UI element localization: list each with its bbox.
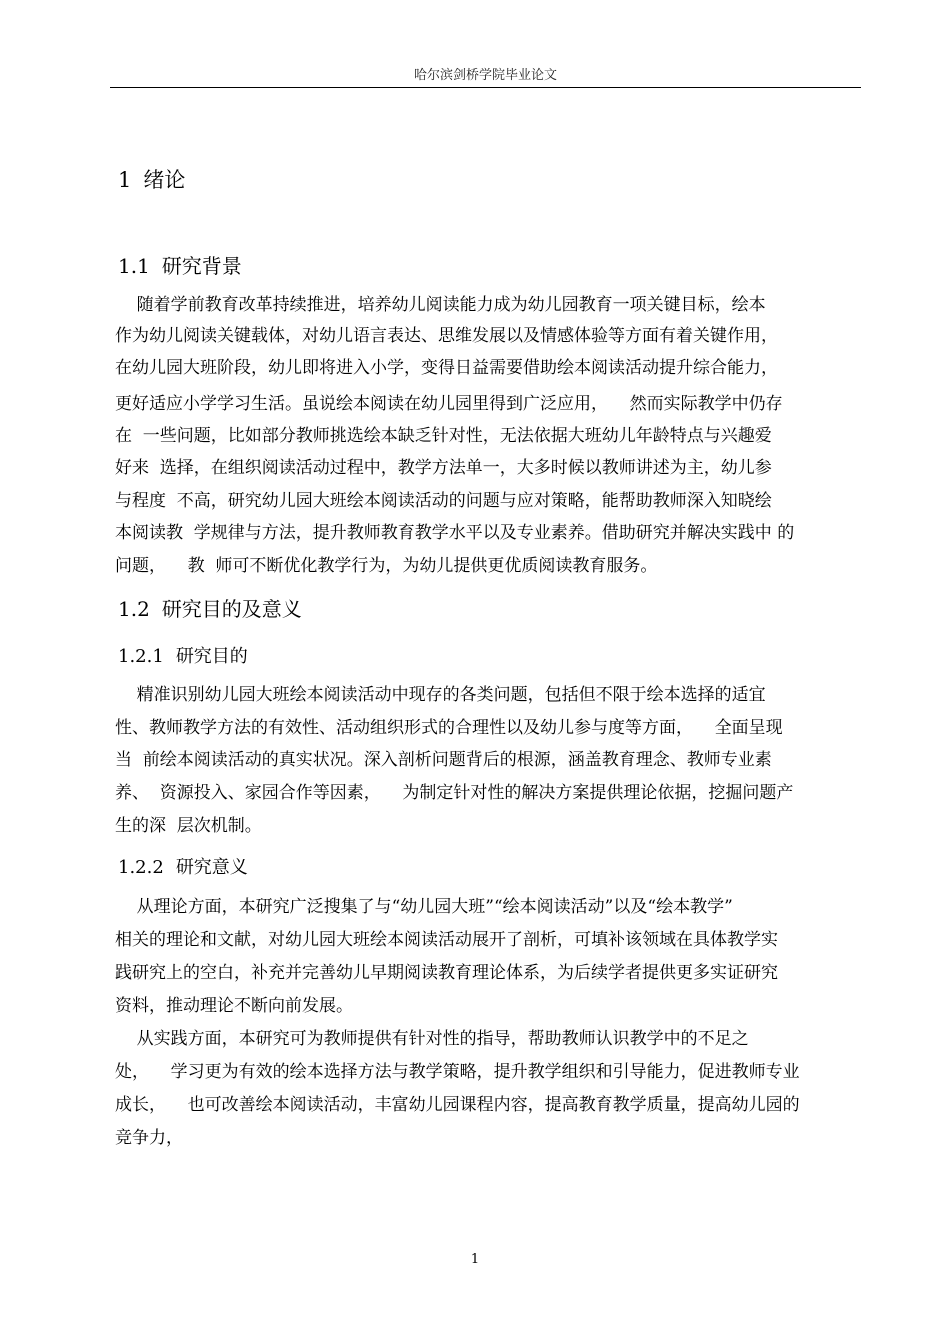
paragraph-line: 问题， 教 师可不断优化教学行为，为幼儿提供更优质阅读教育服务。 [115,556,658,576]
paragraph-line: 成长， 也可改善绘本阅读活动，丰富幼儿园课程内容，提高教育教学质量，提高幼儿园的 [115,1095,800,1115]
chapter-heading [118,164,185,194]
paragraph-line: 更好适应小学学习生活。虽说绘本阅读在幼儿园里得到广泛应用， 然而实际教学中仍存 [115,394,783,414]
subsection-number: 1.2.2 [118,857,164,878]
paragraph-line: 从实践方面，本研究可为教师提供有针对性的指导，帮助教师认识教学中的不足之 [115,1029,749,1049]
paragraph-line: 从理论方面，本研究广泛搜集了与“幼儿园大班”“绘本阅读活动”以及“绘本教学” [115,897,733,917]
paragraph-line: 本阅读教 学规律与方法，提升教师教育教学水平以及专业素养。借助研究并解决实践中 的 [115,523,795,543]
paragraph-line: 好来 选择，在组织阅读活动过程中，教学方法单一，大多时候以教师讲述为主，幼儿参 [115,458,772,478]
subsection-heading-1-2-1 [118,642,248,668]
section-title: 研究目的及意义 [161,597,302,621]
paragraph-line: 资料，推动理论不断向前发展。 [115,996,353,1016]
paragraph-line: 在幼儿园大班阶段，幼儿即将进入小学，变得日益需要借助绘本阅读活动提升综合能力， [115,358,778,378]
section-title: 研究背景 [161,254,242,278]
paragraph-line: 精准识别幼儿园大班绘本阅读活动中现存的各类问题，包括但不限于绘本选择的适宜 [115,685,766,705]
subsection-title: 研究目的 [175,646,248,667]
section-number: 1.2 [118,597,150,621]
paragraph-line: 随着学前教育改革持续推进，培养幼儿阅读能力成为幼儿园教育一项关键目标，绘本 [115,295,766,315]
section-heading-1-1 [118,250,242,279]
paragraph-line: 竞争力， [115,1128,183,1148]
page-number: 1 [470,1252,480,1267]
paragraph-line: 践研究上的空白，补充并完善幼儿早期阅读教育理论体系，为后续学者提供更多实证研究 [115,963,778,983]
running-header: 哈尔滨剑桥学院毕业论文 [413,68,557,83]
paragraph-line: 与程度 不高，研究幼儿园大班绘本阅读活动的问题与应对策略，能帮助教师深入知晓绘 [115,491,772,511]
chapter-title: 绪论 [143,168,186,192]
section-heading-1-2 [118,593,302,622]
subsection-heading-1-2-2 [118,853,248,879]
paragraph-line: 生的深 层次机制。 [115,816,262,836]
subsection-title: 研究意义 [175,857,248,878]
paragraph-line: 相关的理论和文献，对幼儿园大班绘本阅读活动展开了剖析，可填补该领域在具体教学实 [115,930,778,950]
subsection-number: 1.2.1 [118,646,164,667]
section-number: 1.1 [118,254,150,278]
paragraph-line: 当 前绘本阅读活动的真实状况。深入剖析问题背后的根源，涵盖教育理念、教师专业素 [115,750,772,770]
paragraph-line: 处， 学习更为有效的绘本选择方法与教学策略，提升教学组织和引导能力，促进教师专业 [115,1062,800,1082]
header-rule [110,87,861,88]
paragraph-line: 性、教师教学方法的有效性、活动组织形式的合理性以及幼儿参与度等方面， 全面呈现 [115,718,783,738]
paragraph-line: 在 一些问题，比如部分教师挑选绘本缺乏针对性，无法依据大班幼儿年龄特点与兴趣爱 [115,426,772,446]
paragraph-line: 作为幼儿阅读关键载体，对幼儿语言表达、思维发展以及情感体验等方面有着关键作用， [115,326,778,346]
chapter-number: 1 [118,168,132,192]
paragraph-line: 养、 资源投入、家园合作等因素， 为制定针对性的解决方案提供理论依据，挖掘问题产 [115,783,794,803]
